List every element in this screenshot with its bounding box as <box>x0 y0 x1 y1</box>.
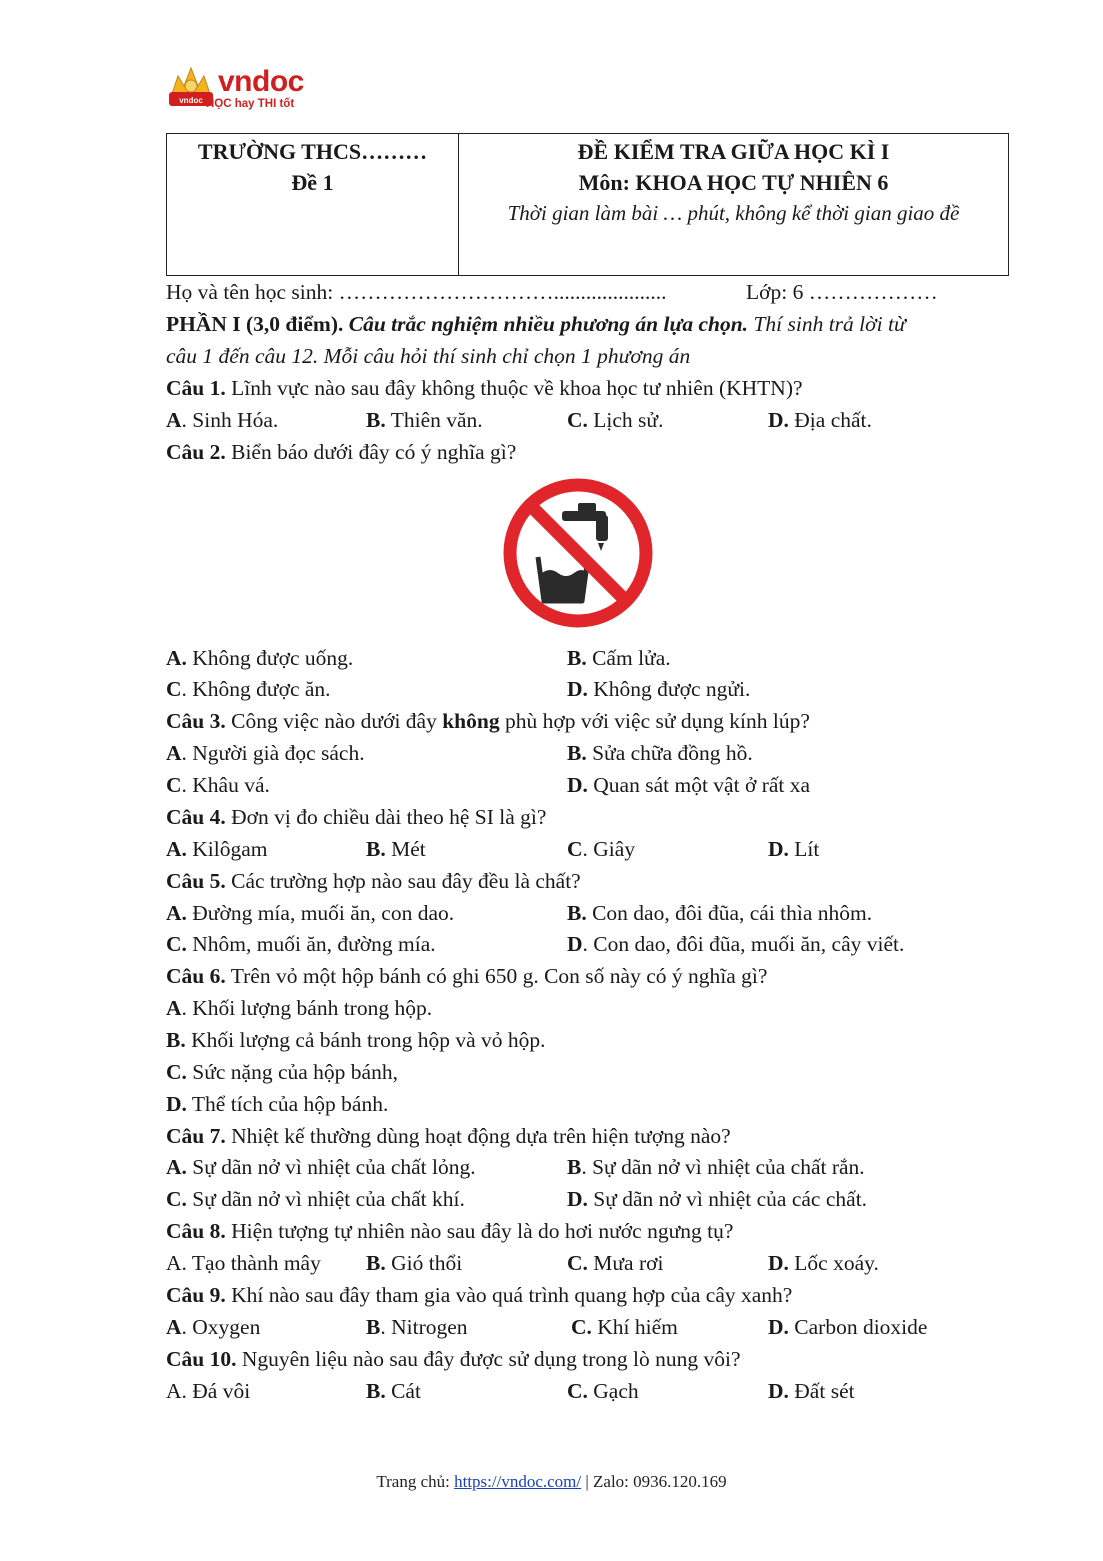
option-d[interactable]: D. Sự dãn nở vì nhiệt của các chất. <box>567 1187 868 1211</box>
option-b[interactable]: B. Gió thổi <box>366 1251 463 1275</box>
student-class-line <box>746 277 938 307</box>
page-footer <box>0 1472 1103 1492</box>
question-text: Biển báo dưới đây có ý nghĩa gì? <box>231 440 517 464</box>
option-b[interactable]: B. Sửa chữa đồng hồ. <box>567 741 753 765</box>
option-d[interactable]: D. Không được ngửi. <box>567 677 751 701</box>
option-d[interactable]: D. Quan sát một vật ở rất xa <box>567 773 811 797</box>
question-label: Câu 10. <box>166 1347 237 1371</box>
question-text: Lĩnh vực nào sau đây không thuộc về khoa học tư nhiên (KHTN)? <box>231 376 803 400</box>
option-d[interactable]: D. Đất sét <box>768 1379 855 1403</box>
option-b[interactable]: B. Cấm lửa. <box>567 646 671 670</box>
question-label: Câu 1. <box>166 376 226 400</box>
exam-duration: Thời gian làm bài … phút, không kể thời gian giao đề <box>507 201 960 225</box>
option-c[interactable]: C. Gạch <box>567 1379 639 1403</box>
part1-subtitle: Câu trắc nghiệm nhiều phương án lựa chọn. <box>348 312 749 336</box>
logo-mark-text: vndoc <box>179 96 203 105</box>
footer-zalo: | Zalo: 0936.120.169 <box>585 1472 727 1491</box>
header-left-cell <box>167 134 459 275</box>
option-c[interactable]: C. Khí hiếm <box>571 1315 678 1339</box>
exam-header-table <box>166 133 1009 276</box>
option-d[interactable]: D. Con dao, đôi đũa, muối ăn, cây viết. <box>567 932 905 956</box>
part1-instruction-1: Thí sinh trả lời từ <box>753 312 906 336</box>
question-label: Câu 9. <box>166 1283 226 1307</box>
option-a[interactable]: A. Khối lượng bánh trong hộp. <box>166 996 433 1020</box>
question-7 <box>166 1121 731 1151</box>
question-label: Câu 4. <box>166 805 226 829</box>
option-c[interactable]: C. Sự dãn nở vì nhiệt của chất khí. <box>166 1187 465 1211</box>
question-label: Câu 3. <box>166 709 226 733</box>
option-c[interactable]: C. Sức nặng của hộp bánh, <box>166 1060 398 1084</box>
question-text: Các trường hợp nào sau đây đều là chất? <box>231 869 581 893</box>
option-a[interactable]: A. Đá vôi <box>166 1379 251 1403</box>
question-text: Hiện tượng tự nhiên nào sau đây là do hơi nước ngưng tụ? <box>231 1219 734 1243</box>
question-text-pre: Công việc nào dưới đây <box>231 709 437 733</box>
question-text-post: phù hợp với việc sử dụng kính lúp? <box>504 709 810 733</box>
option-b[interactable]: B. Thiên văn. <box>366 408 483 432</box>
question-text: Đơn vị đo chiều dài theo hệ SI là gì? <box>231 805 547 829</box>
logo-slogan: HỌC hay THI tốt <box>206 98 295 110</box>
student-class-label: Lớp: 6 ……………… <box>746 280 938 304</box>
option-c[interactable]: C. Khâu vá. <box>166 773 270 797</box>
question-10 <box>166 1344 741 1374</box>
question-1 <box>166 373 803 403</box>
part1-title: PHẦN I (3,0 điểm). <box>166 312 344 336</box>
option-a[interactable]: A. Không được uống. <box>166 646 354 670</box>
option-a[interactable]: A. Sự dãn nở vì nhiệt của chất lỏng. <box>166 1155 476 1179</box>
question-text: Nguyên liệu nào sau đây được sử dụng trong lò nung vôi? <box>241 1347 741 1371</box>
option-c[interactable]: C. Nhôm, muối ăn, đường mía. <box>166 932 436 956</box>
option-b[interactable]: B. Sự dãn nở vì nhiệt của chất rắn. <box>567 1155 865 1179</box>
option-c[interactable]: C. Giây <box>567 837 636 861</box>
option-a[interactable]: A. Đường mía, muối ăn, con dao. <box>166 901 455 925</box>
option-a[interactable]: A. Oxygen <box>166 1315 261 1339</box>
option-a[interactable]: A. Sinh Hóa. <box>166 408 279 432</box>
question-text-emphasis: không <box>442 709 500 733</box>
question-8 <box>166 1216 733 1246</box>
option-d[interactable]: D. Carbon dioxide <box>768 1315 928 1339</box>
question-label: Câu 6. <box>166 964 226 988</box>
question-label: Câu 5. <box>166 869 226 893</box>
student-name-label: Họ và tên học sinh: …………………………..................... <box>166 280 667 304</box>
option-d[interactable]: D. Thể tích của hộp bánh. <box>166 1092 389 1116</box>
question-label: Câu 2. <box>166 440 226 464</box>
option-c[interactable]: C. Không được ăn. <box>166 677 331 701</box>
student-info-line <box>166 277 666 307</box>
question-5 <box>166 866 581 896</box>
vndoc-logo <box>166 64 336 116</box>
part1-instruction-2: câu 1 đến câu 12. Mỗi câu hỏi thí sinh chỉ chọn 1 phương án <box>166 344 691 368</box>
exam-title: ĐỀ KIỂM TRA GIỮA HỌC KÌ I <box>577 139 890 164</box>
footer-homepage-link[interactable]: https://vndoc.com/ <box>454 1472 582 1491</box>
footer-prefix: Trang chủ: <box>376 1472 450 1491</box>
option-d[interactable]: D. Lít <box>768 837 820 861</box>
question-4 <box>166 802 546 832</box>
option-a[interactable]: A. Kilôgam <box>166 837 268 861</box>
option-b[interactable]: B. Cát <box>366 1379 421 1403</box>
option-d[interactable]: D. Lốc xoáy. <box>768 1251 879 1275</box>
header-right-cell <box>459 134 1008 275</box>
option-c[interactable]: C. Lịch sử. <box>567 408 664 432</box>
question-text: Trên vỏ một hộp bánh có ghi 650 g. Con số này có ý nghĩa gì? <box>230 964 768 988</box>
part1-heading <box>166 309 906 339</box>
exam-code: Đề 1 <box>291 170 334 195</box>
option-d[interactable]: D. Địa chất. <box>768 408 872 432</box>
question-text: Khí nào sau đây tham gia vào quá trình quang hợp của cây xanh? <box>231 1283 793 1307</box>
question-text: Nhiệt kế thường dùng hoạt động dựa trên hiện tượng nào? <box>231 1124 731 1148</box>
no-drinking-water-sign-icon <box>498 475 658 631</box>
question-6 <box>166 961 767 991</box>
option-b[interactable]: B. Khối lượng cả bánh trong hộp và vỏ hộp. <box>166 1028 546 1052</box>
exam-subject: Môn: KHOA HỌC TỰ NHIÊN 6 <box>578 170 889 195</box>
question-9 <box>166 1280 792 1310</box>
logo-wordmark: vndoc <box>218 65 304 98</box>
option-b[interactable]: B. Nitrogen <box>366 1315 468 1339</box>
question-label: Câu 8. <box>166 1219 226 1243</box>
option-a[interactable]: A. Tạo thành mây <box>166 1251 321 1275</box>
question-3 <box>166 706 810 736</box>
option-b[interactable]: B. Mét <box>366 837 426 861</box>
option-a[interactable]: A. Người già đọc sách. <box>166 741 365 765</box>
question-2 <box>166 437 516 467</box>
option-b[interactable]: B. Con dao, đôi đũa, cái thìa nhôm. <box>567 901 873 925</box>
option-c[interactable]: C. Mưa rơi <box>567 1251 664 1275</box>
school-name: TRƯỜNG THCS……… <box>197 139 428 164</box>
question-label: Câu 7. <box>166 1124 226 1148</box>
